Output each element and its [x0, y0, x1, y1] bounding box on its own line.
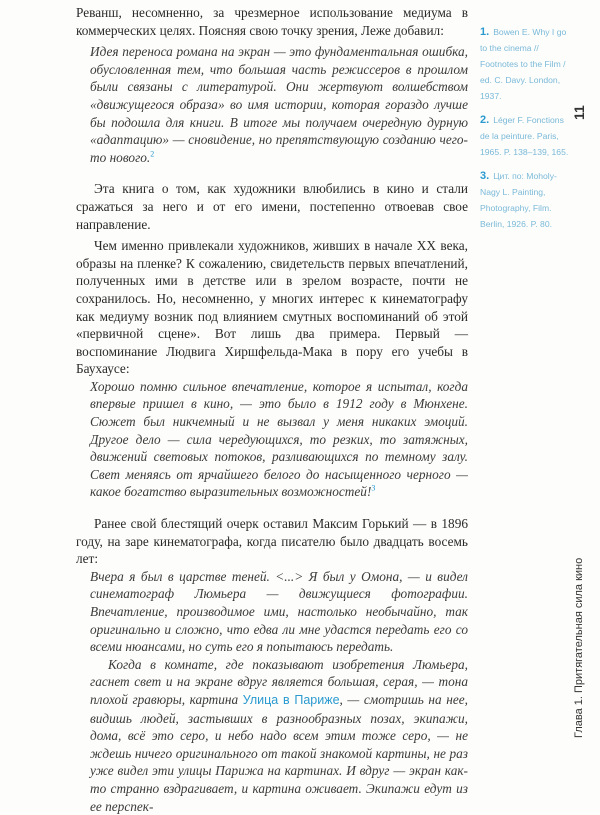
sidenote-2	[480, 112, 572, 160]
page-number: 11	[571, 105, 587, 120]
quote-gorky-1: Вчера я был в царстве теней. <...> Я был у Омона, — и видел синематограф Люмьера — движущиеся фотографии. Впечатление, производимое ими, настолько необычайно, так оригинально и сложно, что едва ли мне удастся передать его со всеми нюансами, но суть его я попытаюсь передать.	[90, 568, 468, 655]
footnote-ref-3[interactable]: 3	[371, 484, 376, 494]
sidenote-3-text: Цит. по: Moholy-Nagy L. Painting, Photography, Film. Berlin, 1926. P. 80.	[480, 171, 557, 229]
footnote-ref-2[interactable]: 2	[150, 149, 155, 159]
sidenotes	[480, 24, 572, 240]
sidenote-1-number: 1.	[480, 26, 490, 38]
paragraph-1: Реванш, несомненно, за чрезмерное использование медиума в коммерческих целях. Поясняя свою точку зрения, Леже добавил:	[76, 5, 468, 38]
paragraph-4: Ранее свой блестящий очерк оставил Максим Горький — в 1896 году, на заре кинематографа, когда писателю было двадцать восемь лет:	[76, 516, 468, 567]
sidenote-3-number: 3.	[480, 170, 490, 182]
paragraph-2: Эта книга о том, как художники влюбились в кино и стали сражаться за него и от его имени, постепенно отвоевав свое направление.	[76, 181, 468, 232]
quote-gorky-2-b: , — смотришь на нее, видишь людей, застывших в разнообразных позах, экипажи, дома, всё это серо, и небо надо всем этим тоже серо, — не ждешь ничего оригинального от такой знакомой картины, не раз уже видел эти улицы Парижа на картинах. И вдруг — экран как-то странно вздрагивает, и картина оживает. Экипажи едут из ее перспек-	[90, 691, 468, 814]
sidenote-1-text: Bowen E. Why I go to the cinema // Footnotes to the Film / ed. C. Davy. London, 1937.	[480, 27, 567, 101]
sidenote-3	[480, 168, 572, 232]
film-title-highlight: Улица в Париже	[242, 692, 340, 707]
quote-hirschfeld	[76, 378, 468, 501]
quote-leger-tail: сновидение, но препятствующую созданию чего-то нового.	[90, 132, 468, 165]
paragraph-3: Чем именно привлекали художников, живших в начале XX века, образы на пленке? К сожалению, свидетельств первых впечатлений, полученных ими в детстве или в зрелом возрасте, почти не сохранилось. Но, несомненно, у многих интерес к кинематографу как медиуму возник под влиянием смутных воспоминаний об этой «первичной сцене». Вот лишь два примера. Первый — воспоминание Людвига Хиршфельда-Мака в пору его учебы в Баухаусе:	[76, 238, 468, 377]
sidenote-1	[480, 24, 572, 104]
sidenote-2-text: Léger F. Fonctions de la peinture. Paris, 1965. P. 138–139, 165.	[480, 115, 569, 157]
sidenote-2-number: 2.	[480, 114, 490, 126]
quote-leger	[76, 43, 468, 166]
quote-leger-text: Идея переноса романа на экран — это фундаментальная ошибка, обусловленная тем, что большая часть режиссеров в прошлом были связаны с литературой. Они жертвуют волшебством «движущегося образа» во имя истории, которая гораздо лучше бы подошла для книги. В итоге мы получаем очередную дурную «адаптацию» —	[90, 44, 468, 148]
quote-gorky-2	[76, 656, 468, 815]
main-text-column	[76, 4, 468, 815]
running-head: Глава 1. Притягательная сила кино	[573, 557, 585, 738]
quote-gorky-2-a: Когда в комнате, где показывают изобретения Люмьера, гаснет свет и на экране вдруг является большая, серая, — тона плохой гравюры, картина	[90, 656, 468, 707]
quote-hirschfeld-text: Хорошо помню сильное впечатление, которое я испытал, когда впервые пришел в кино, — это было в 1912 году в Мюнхене. Сюжет был никчемный и не вызвал у меня никаких эмоций. Другое дело — сила чередующихся, то резких, то затяжных, движений световых потоков, разливающихся по темному залу. Свет меняясь от ярчайшего белого до насыщенного черного — какое богатство выразительных возможностей!	[90, 378, 468, 500]
